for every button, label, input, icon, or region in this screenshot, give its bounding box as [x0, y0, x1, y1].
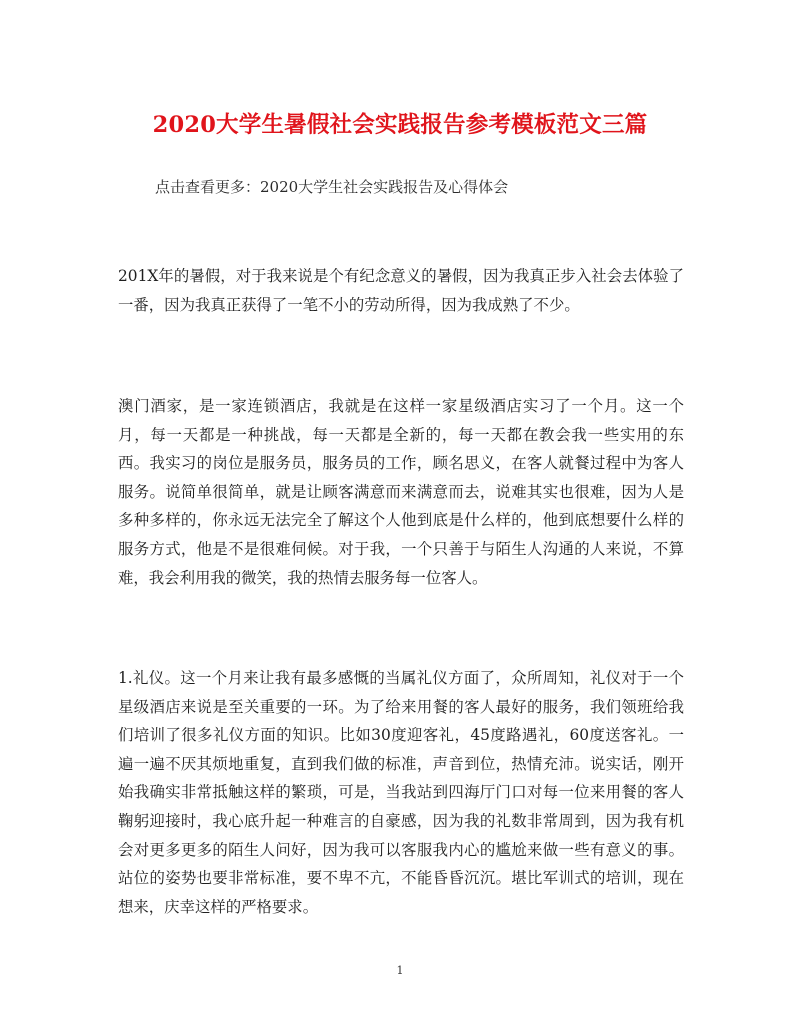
paragraph-intro: 201X年的暑假，对于我来说是个有纪念意义的暑假，因为我真正步入社会去体验了一番，因为我真正获得了一笔不小的劳动所得，因为我成熟了不少。 — [118, 267, 684, 314]
paragraph-etiquette: 1.礼仪。这一个月来让我有最多感慨的当属礼仪方面了，众所周知，礼仪对于一个星级酒店来说是至关重要的一环。为了给来用餐的客人最好的服务，我们领班给我们培训了很多礼仪方面的知识。比如30度迎客礼，45度路遇礼，60度送客礼。一遍一遍不厌其烦地重复，直到我们做的标准，声音到位，热情充沛。说实话，刚开始我确实非常抵触这样的繁琐，可是，当我站到四海厅门口对每一位来用餐的客人鞠躬迎接时，我心底升起一种难言的自豪感，因为我的礼数非常周到，因为我有机会对更多更多的陌生人问好，因为我可以客服我内心的尴尬来做一些有意义的事。站位的姿势也要非常标准，要不卑不亢，不能昏昏沉沉。堪比军训式的培训，现在想来，庆幸这样的严格要求。 — [118, 669, 684, 916]
page-number: 1 — [396, 964, 404, 977]
paragraph-hotel: 澳门酒家，是一家连锁酒店，我就是在这样一家星级酒店实习了一个月。这一个月，每一天都是一种挑战，每一天都是全新的，每一天都在教会我一些实用的东西。我实习的岗位是服务员，服务员的工作，顾名思义，在客人就餐过程中为客人服务。说简单很简单，就是让顾客满意而来满意而去，说难其实也很难，因为人是多种多样的，你永远无法完全了解这个人他到底是什么样的，他到底想要什么样的服务方式，他是不是很难伺候。对于我，一个只善于与陌生人沟通的人来说，不算难，我会利用我的微笑，我的热情去服务每一位客人。 — [118, 397, 684, 587]
document-title: 2020大学生暑假社会实践报告参考模板范文三篇 — [152, 112, 648, 138]
more-link[interactable]: 点击查看更多：2020大学生社会实践报告及心得体会 — [155, 178, 509, 196]
